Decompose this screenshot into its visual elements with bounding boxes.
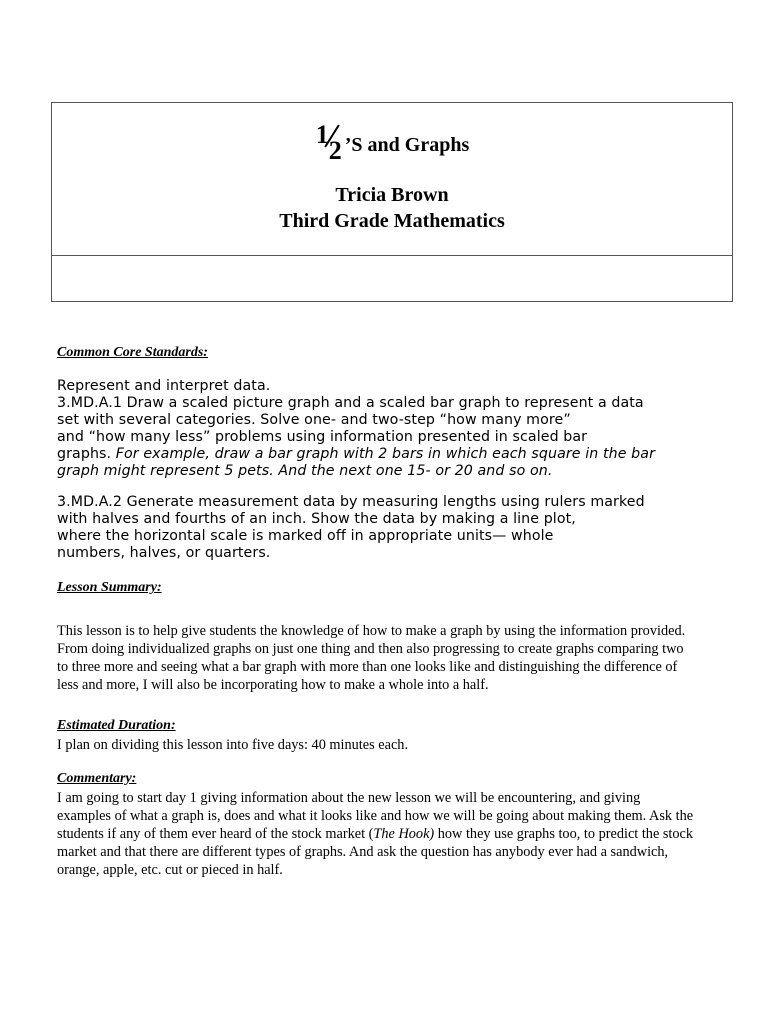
md-a1-example: For example, draw a bar graph with 2 bars in which each square in the bar <box>115 446 656 462</box>
course-name: Third Grade Mathematics <box>279 210 505 232</box>
commentary-text: students if any of them ever heard of the stock market ( <box>57 826 374 842</box>
commentary-heading: Commentary: <box>57 771 137 786</box>
fraction-denominator: 2 <box>328 136 342 165</box>
md-a2-line: where the horizontal scale is marked off in appropriate units— whole <box>57 528 554 544</box>
commentary-line: market and that there are different types of graphs. And ask the question has anybody ever had a sandwich, <box>57 844 669 860</box>
commentary-line <box>57 825 737 843</box>
summary-line: to three more and seeing what a bar graph with more than one looks like and distinguishing the difference of <box>57 659 678 675</box>
summary-line: This lesson is to help give students the knowledge of how to make a graph by using the information provided. <box>57 623 686 639</box>
summary-line: less and more, I will also be incorporating how to make a whole into a half. <box>57 677 489 693</box>
title-empty-cell <box>52 256 732 302</box>
md-a1-line: set with several categories. Solve one- and two-step “how many more” <box>57 412 571 428</box>
duration-heading: Estimated Duration: <box>57 718 176 733</box>
standards-intro: Represent and interpret data. <box>57 378 271 394</box>
lesson-summary-heading: Lesson Summary: <box>57 580 162 595</box>
duration-text: I plan on dividing this lesson into five days: 40 minutes each. <box>57 737 409 753</box>
commentary-text: how they use graphs too, to predict the stock <box>434 826 694 842</box>
the-hook-label: The Hook) <box>373 826 435 842</box>
one-half-fraction <box>315 117 345 165</box>
md-a1-example: graph might represent 5 pets. And the next one 15- or 20 and so on. <box>57 463 553 479</box>
md-a1-plain: graphs. <box>57 446 116 462</box>
title-header-cell <box>52 103 732 256</box>
standards-heading: Common Core Standards: <box>57 345 208 360</box>
md-a1-line: and “how many less” problems using information presented in scaled bar <box>57 429 588 445</box>
summary-line: From doing individualized graphs on just one thing and then also progressing to create graphs comparing two <box>57 641 684 657</box>
commentary-line: I am going to start day 1 giving information about the new lesson we will be encountering, and giving <box>57 790 641 806</box>
author-name: Tricia Brown <box>335 184 449 206</box>
md-a2-line: numbers, halves, or quarters. <box>57 545 271 561</box>
fraction-numerator: 1 <box>315 120 329 149</box>
md-a2-line: with halves and fourths of an inch. Show the data by making a line plot, <box>57 511 576 527</box>
title-box <box>51 102 733 302</box>
md-a1-line <box>57 446 737 463</box>
title-text: ’S and Graphs <box>344 134 470 156</box>
commentary-line: orange, apple, etc. cut or pieced in half. <box>57 862 283 878</box>
md-a1-line: 3.MD.A.1 Draw a scaled picture graph and a scaled bar graph to represent a data <box>57 395 644 411</box>
md-a1-line <box>57 463 737 480</box>
commentary-line: examples of what a graph is, does and what it looks like and how we will be going about making them. Ask the <box>57 808 694 824</box>
lesson-title <box>52 103 732 167</box>
md-a2-line: 3.MD.A.2 Generate measurement data by measuring lengths using rulers marked <box>57 494 645 510</box>
